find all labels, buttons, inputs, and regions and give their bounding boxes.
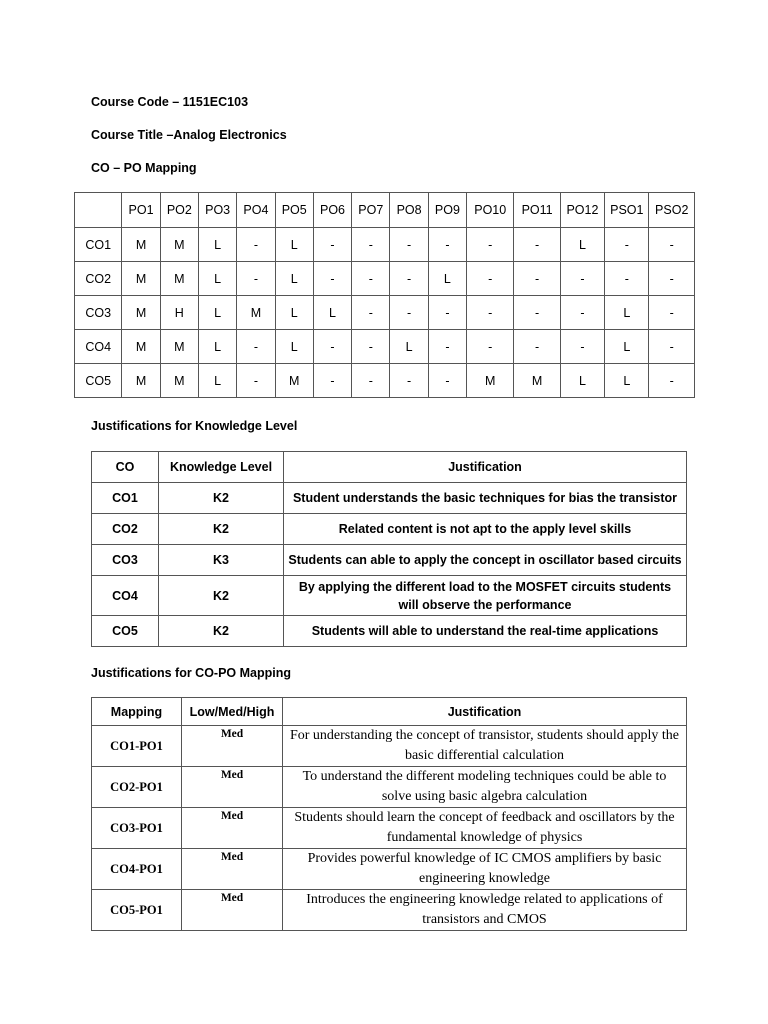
table-cell: - [390, 228, 428, 262]
column-header [75, 193, 122, 228]
table-cell: M [514, 364, 560, 398]
mapping-label: CO2-PO1 [92, 767, 182, 808]
table-cell: M [467, 364, 514, 398]
table-cell: - [352, 228, 390, 262]
row-label: CO4 [75, 330, 122, 364]
table-cell: L [313, 296, 351, 330]
table-cell: - [514, 330, 560, 364]
knowledge-level: K2 [159, 483, 284, 514]
table-cell: M [122, 330, 160, 364]
column-header: PO10 [467, 193, 514, 228]
level-value: Med [182, 890, 283, 931]
column-header: PSO2 [649, 193, 695, 228]
column-header: CO [92, 452, 159, 483]
table-cell: M [160, 228, 198, 262]
column-header: PO5 [275, 193, 313, 228]
table-cell: - [649, 330, 695, 364]
table-cell: - [514, 296, 560, 330]
table-cell: M [122, 296, 160, 330]
table-row [75, 262, 695, 296]
table-cell: L [605, 364, 649, 398]
table-cell: - [313, 228, 351, 262]
table-cell: - [649, 228, 695, 262]
table-cell: - [467, 330, 514, 364]
justification-text: Provides powerful knowledge of IC CMOS amplifiers by basic engineering knowledge [283, 849, 687, 890]
table-cell: - [237, 330, 275, 364]
table-cell: - [560, 296, 604, 330]
table-cell: M [237, 296, 275, 330]
table-cell: L [605, 330, 649, 364]
table-header-row [75, 193, 695, 228]
mapping-label: CO3-PO1 [92, 808, 182, 849]
table-cell: L [275, 262, 313, 296]
course-code: Course Code – 1151EC103 [91, 95, 249, 109]
table-row [92, 483, 687, 514]
table-cell: M [122, 262, 160, 296]
column-header: Low/Med/High [182, 698, 283, 726]
table-row [75, 228, 695, 262]
table-cell: - [428, 364, 466, 398]
knowledge-level: K2 [159, 514, 284, 545]
column-header: Knowledge Level [159, 452, 284, 483]
table-cell: L [275, 296, 313, 330]
table-row [75, 330, 695, 364]
table-cell: - [313, 364, 351, 398]
co-label: CO2 [92, 514, 159, 545]
table-row [92, 514, 687, 545]
course-title: Course Title –Analog Electronics [91, 128, 287, 142]
column-header: PO11 [514, 193, 560, 228]
table-row [75, 364, 695, 398]
justification-text: Students should learn the concept of feedback and oscillators by the fundamental knowledge of physics [283, 808, 687, 849]
table-row [75, 296, 695, 330]
table-cell: - [237, 364, 275, 398]
knowledge-level: K2 [159, 576, 284, 616]
column-header: PO12 [560, 193, 604, 228]
column-header: PO2 [160, 193, 198, 228]
table-cell: - [560, 330, 604, 364]
table-cell: - [649, 364, 695, 398]
table-cell: - [352, 296, 390, 330]
column-header: PO3 [198, 193, 236, 228]
mapping-label: CO5-PO1 [92, 890, 182, 931]
table-cell: - [352, 364, 390, 398]
table-cell: L [560, 364, 604, 398]
table-cell: M [275, 364, 313, 398]
table-cell: L [560, 228, 604, 262]
column-header: PO6 [313, 193, 351, 228]
table-row [92, 890, 687, 931]
knowledge-level: K2 [159, 616, 284, 647]
table-cell: - [428, 296, 466, 330]
column-header: Justification [284, 452, 687, 483]
column-header: PO4 [237, 193, 275, 228]
co-label: CO5 [92, 616, 159, 647]
justification-text: Introduces the engineering knowledge related to applications of transistors and CMOS [283, 890, 687, 931]
table-cell: - [605, 228, 649, 262]
table-cell: - [390, 364, 428, 398]
co-label: CO3 [92, 545, 159, 576]
table-cell: - [313, 330, 351, 364]
knowledge-level-title: Justifications for Knowledge Level [91, 419, 298, 433]
table-row [92, 767, 687, 808]
justification-text: To understand the different modeling techniques could be able to solve using basic algebra calculation [283, 767, 687, 808]
justification-text: Related content is not apt to the apply level skills [284, 514, 687, 545]
table-cell: M [160, 262, 198, 296]
table-cell: - [649, 296, 695, 330]
table-cell: - [390, 262, 428, 296]
table-cell: M [160, 364, 198, 398]
co-po-justification-table [91, 697, 687, 931]
table-header-row [92, 452, 687, 483]
table-cell: L [198, 364, 236, 398]
table-header-row [92, 698, 687, 726]
table-cell: - [237, 228, 275, 262]
table-cell: M [160, 330, 198, 364]
table-cell: M [122, 228, 160, 262]
table-cell: H [160, 296, 198, 330]
column-header: PO7 [352, 193, 390, 228]
column-header: Mapping [92, 698, 182, 726]
column-header: PO8 [390, 193, 428, 228]
table-cell: L [390, 330, 428, 364]
level-value: Med [182, 767, 283, 808]
table-cell: - [390, 296, 428, 330]
table-cell: L [198, 262, 236, 296]
table-cell: - [428, 330, 466, 364]
table-cell: - [467, 228, 514, 262]
co-label: CO4 [92, 576, 159, 616]
table-cell: L [605, 296, 649, 330]
table-row [92, 726, 687, 767]
co-po-mapping-title: CO – PO Mapping [91, 161, 197, 175]
justification-text: By applying the different load to the MOSFET circuits students will observe the performance [284, 576, 687, 616]
table-cell: - [428, 228, 466, 262]
knowledge-level-table [91, 451, 687, 647]
table-row [92, 849, 687, 890]
table-cell: - [514, 262, 560, 296]
column-header: PO9 [428, 193, 466, 228]
mapping-label: CO1-PO1 [92, 726, 182, 767]
co-label: CO1 [92, 483, 159, 514]
table-cell: L [275, 228, 313, 262]
table-row [92, 616, 687, 647]
table-cell: L [198, 228, 236, 262]
table-cell: L [198, 330, 236, 364]
table-row [92, 576, 687, 616]
level-value: Med [182, 726, 283, 767]
table-cell: - [313, 262, 351, 296]
table-cell: L [275, 330, 313, 364]
knowledge-level: K3 [159, 545, 284, 576]
row-label: CO2 [75, 262, 122, 296]
row-label: CO1 [75, 228, 122, 262]
table-cell: L [428, 262, 466, 296]
column-header: PSO1 [605, 193, 649, 228]
table-cell: - [514, 228, 560, 262]
table-cell: M [122, 364, 160, 398]
table-cell: - [649, 262, 695, 296]
level-value: Med [182, 849, 283, 890]
row-label: CO5 [75, 364, 122, 398]
table-cell: - [352, 262, 390, 296]
table-cell: - [467, 262, 514, 296]
justification-text: Student understands the basic techniques for bias the transistor [284, 483, 687, 514]
table-cell: - [560, 262, 604, 296]
level-value: Med [182, 808, 283, 849]
table-cell: - [605, 262, 649, 296]
row-label: CO3 [75, 296, 122, 330]
table-cell: L [198, 296, 236, 330]
table-row [92, 808, 687, 849]
column-header: PO1 [122, 193, 160, 228]
mapping-label: CO4-PO1 [92, 849, 182, 890]
justification-text: For understanding the concept of transistor, students should apply the basic differential calculation [283, 726, 687, 767]
table-row [92, 545, 687, 576]
table-cell: - [467, 296, 514, 330]
justification-text: Students will able to understand the real-time applications [284, 616, 687, 647]
column-header: Justification [283, 698, 687, 726]
justification-text: Students can able to apply the concept in oscillator based circuits [284, 545, 687, 576]
table-cell: - [237, 262, 275, 296]
co-po-justification-title: Justifications for CO-PO Mapping [91, 666, 292, 680]
co-po-mapping-table [74, 192, 695, 398]
table-cell: - [352, 330, 390, 364]
